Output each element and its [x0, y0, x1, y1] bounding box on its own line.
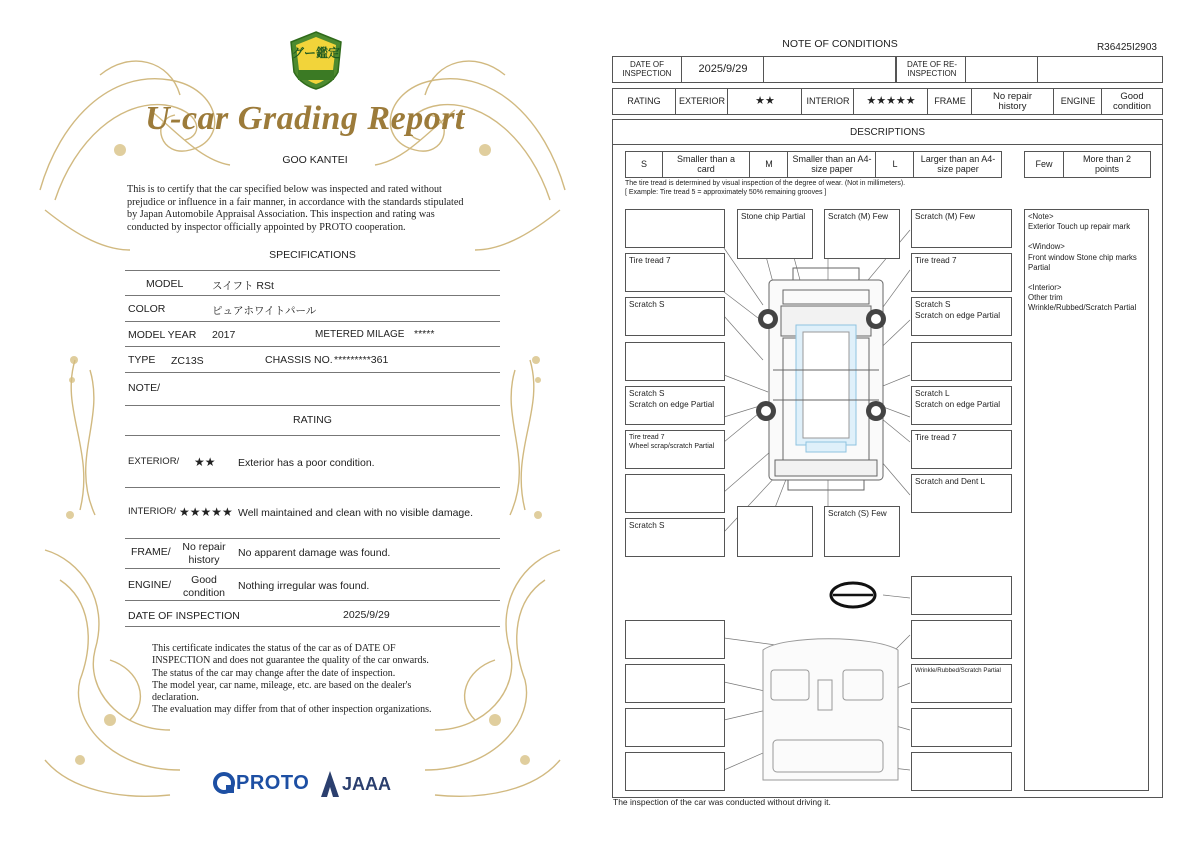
- divider: [125, 435, 500, 436]
- interior-note-box: [911, 708, 1012, 747]
- report-subtitle: GOO KANTEI: [282, 154, 348, 166]
- type-value: ZC13S: [171, 355, 204, 367]
- divider: [125, 321, 500, 322]
- date-of-reinspection-label: DATE OF RE-INSPECTION: [896, 57, 967, 82]
- divider: [125, 405, 500, 406]
- damage-note-box: Scratch L Scratch on edge Partial: [911, 386, 1012, 425]
- model-value: スイフト RSt: [212, 280, 274, 292]
- date-of-inspection-value: 2025/9/29: [343, 609, 390, 621]
- report-id: R36425I2903: [1096, 42, 1157, 53]
- proto-logo-text: PROTO: [236, 772, 310, 794]
- descriptions-heading: DESCRIPTIONS: [613, 120, 1162, 145]
- frame-value: No repair history: [182, 541, 226, 566]
- model-year-label: MODEL YEAR: [128, 329, 197, 341]
- jaaa-mark-icon: [320, 770, 340, 798]
- disclaimer-line: declaration.: [152, 692, 199, 704]
- proto-mark-icon: [212, 771, 236, 795]
- damage-note-box: Tire tread 7 Wheel scrap/scratch Partial: [625, 430, 725, 469]
- logo-badge-text: グー鑑定: [291, 46, 340, 60]
- intro-line: This is to certify that the car specified below was inspected and rated without: [127, 184, 442, 195]
- legend-desc: Larger than an A4-size paper: [913, 152, 1002, 177]
- color-value: ピュアホワイトパール: [212, 305, 317, 317]
- damage-note-box: [911, 342, 1012, 381]
- frame-label: FRAME: [927, 89, 972, 114]
- divider: [125, 626, 500, 627]
- model-label: MODEL: [146, 278, 184, 290]
- interior-label: INTERIOR: [801, 89, 854, 114]
- interior-note-box: [625, 708, 725, 747]
- exterior-label: EXTERIOR/: [128, 456, 180, 467]
- note-of-conditions: [605, 0, 1200, 848]
- empty-cell: [763, 57, 896, 82]
- rating-label: RATING: [627, 95, 661, 106]
- legend-desc: Smaller than a card: [662, 152, 749, 177]
- interior-description: Well maintained and clean with no visible damage.: [238, 507, 474, 519]
- damage-note-box: Tire tread 7: [911, 253, 1012, 292]
- damage-note-box: Scratch (M) Few: [911, 209, 1012, 248]
- divider: [125, 295, 500, 296]
- damage-note-box: [625, 474, 725, 513]
- note-label: NOTE/: [128, 382, 161, 394]
- report-title: U-car Grading Report: [145, 100, 465, 137]
- frame-description: No apparent damage was found.: [238, 547, 391, 559]
- interior-note-box: [625, 620, 725, 659]
- conditions-title: NOTE OF CONDITIONS: [782, 38, 898, 50]
- tire-note: The tire tread is determined by visual inspection of the degree of wear. (Not in millimeters).: [625, 180, 906, 187]
- engine-label: ENGINE: [1053, 89, 1102, 114]
- engine-value: Good condition: [182, 574, 226, 599]
- damage-note-box: Scratch S: [625, 297, 725, 336]
- interior-stars: ★★★★★: [179, 505, 233, 519]
- intro-line: prejudice or influence in a fair manner, in accordance with the standards stipulated: [127, 196, 464, 208]
- engine-value: Good condition: [1101, 89, 1162, 114]
- intro-line: conducted by inspector officially appointed by PROTO cooperation.: [127, 221, 406, 233]
- exterior-description: Exterior has a poor condition.: [238, 457, 375, 469]
- interior-note-box: [911, 576, 1012, 615]
- date-of-inspection-value: 2025/9/29: [681, 57, 764, 82]
- interior-note-box: Wrinkle/Rubbed/Scratch Partial: [911, 664, 1012, 703]
- metered-milage-label: METERED MILAGE: [315, 329, 405, 340]
- legend-key: L: [875, 152, 914, 177]
- divider: [125, 487, 500, 488]
- legend-desc: Smaller than an A4-size paper: [787, 152, 876, 177]
- legend-desc: More than 2 points: [1063, 152, 1150, 177]
- chassis-label: CHASSIS NO.: [265, 354, 333, 366]
- certificate-disclaimer: [152, 643, 512, 717]
- model-year-value: 2017: [212, 329, 236, 341]
- damage-note-box: Scratch (M) Few: [824, 209, 900, 259]
- date-of-inspection-label: DATE OF INSPECTION: [622, 60, 672, 78]
- divider: [125, 568, 500, 569]
- disclaimer-line: INSPECTION and does not guarantee the quality of the car onwards.: [152, 655, 429, 667]
- damage-note-box: [625, 209, 725, 248]
- specifications-heading: SPECIFICATIONS: [269, 249, 356, 261]
- inspection-footer-note: The inspection of the car was conducted without driving it.: [613, 797, 831, 807]
- color-label: COLOR: [128, 303, 166, 315]
- goo-kantei-logo: [288, 30, 344, 90]
- divider: [125, 346, 500, 347]
- chassis-value: *********361: [334, 354, 389, 366]
- interior-note-box: [911, 752, 1012, 791]
- frame-value: No repair history: [971, 89, 1053, 114]
- disclaimer-line: The status of the car may change after the date of inspection.: [152, 667, 396, 679]
- exterior-stars: ★★: [194, 455, 216, 469]
- date-of-inspection-label: DATE OF INSPECTION: [128, 610, 240, 622]
- divider: [125, 372, 500, 373]
- divider: [125, 270, 500, 271]
- rating-heading: RATING: [293, 414, 332, 426]
- legend-key: Few: [1035, 158, 1053, 169]
- interior-stars: ★★★★★: [853, 89, 928, 114]
- disclaimer-line: The evaluation may differ from that of other inspection organizations.: [152, 704, 432, 716]
- tire-note-example: [ Example: Tire tread 5 = approximately 50% remaining grooves ]: [625, 189, 827, 196]
- exterior-stars: ★★: [727, 89, 802, 114]
- damage-note-box: Scratch and Dent L: [911, 474, 1012, 513]
- damage-note-box: [737, 506, 813, 557]
- damage-note-box: Stone chip Partial: [737, 209, 813, 259]
- frame-label: FRAME/: [131, 546, 171, 558]
- interior-note-box: [625, 664, 725, 703]
- type-label: TYPE: [128, 354, 156, 366]
- descriptions-panel: [612, 119, 1163, 798]
- inspection-dates-row: [612, 56, 1163, 83]
- metered-milage-value: *****: [414, 328, 435, 340]
- legend-key: M: [749, 152, 788, 177]
- jaaa-logo-text: JAAA: [342, 774, 392, 794]
- notes-panel: <Note> Exterior Touch up repair mark <Window> Front window Stone chip marks Partial <Interior> Other trim Wrinkle/Rubbed/Scratch Partial: [1024, 209, 1149, 791]
- divider: [125, 600, 500, 601]
- certification-intro: [127, 184, 507, 234]
- jaaa-logo: [320, 768, 400, 800]
- legend-key: S: [640, 158, 647, 169]
- rating-row: [612, 88, 1163, 115]
- disclaimer-line: The model year, car name, mileage, etc. are based on the dealer's: [152, 679, 412, 691]
- intro-line: by Japan Automobile Appraisal Association. This inspection and rating was: [127, 209, 435, 221]
- damage-note-box: Scratch S: [625, 518, 725, 557]
- interior-note-box: [625, 752, 725, 791]
- empty-cell: [1037, 57, 1163, 82]
- disclaimer-line: This certificate indicates the status of the car as of DATE OF: [152, 643, 396, 654]
- reinspection-value: [965, 57, 1038, 82]
- interior-note-box: [911, 620, 1012, 659]
- damage-note-box: Scratch S Scratch on edge Partial: [911, 297, 1012, 336]
- damage-note-box: Tire tread 7: [911, 430, 1012, 469]
- damage-note-box: Scratch S Scratch on edge Partial: [625, 386, 725, 425]
- damage-note-box: Scratch (S) Few: [824, 506, 900, 557]
- interior-label: INTERIOR/: [128, 506, 177, 517]
- engine-label: ENGINE/: [128, 579, 172, 591]
- steering-wheel-icon: [831, 583, 875, 607]
- damage-note-box: Tire tread 7: [625, 253, 725, 292]
- divider: [125, 538, 500, 539]
- damage-note-box: [625, 342, 725, 381]
- proto-logo: [212, 768, 322, 800]
- exterior-label: EXTERIOR: [675, 89, 728, 114]
- engine-description: Nothing irregular was found.: [238, 580, 370, 592]
